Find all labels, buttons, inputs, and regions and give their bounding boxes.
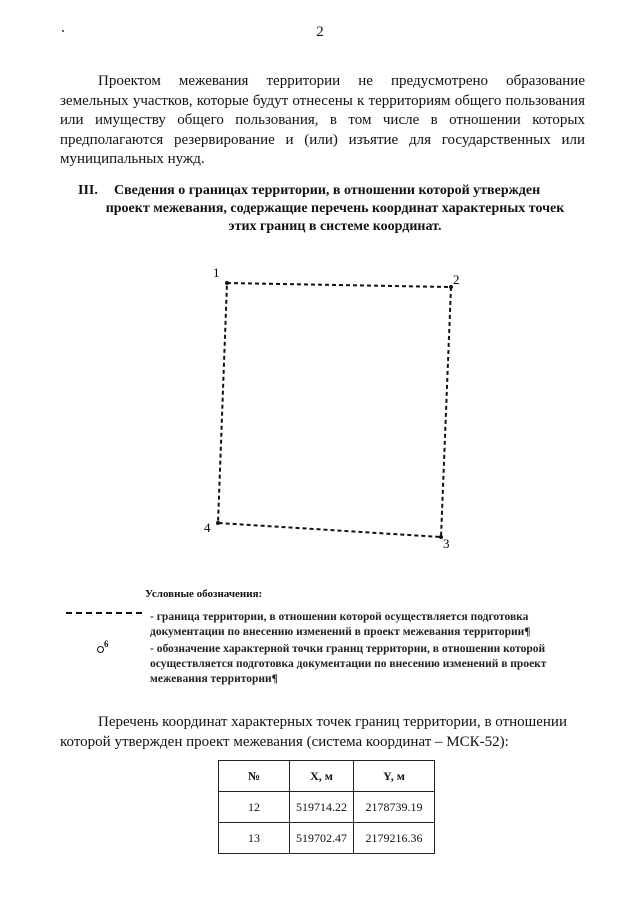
section-number: III.: [78, 183, 98, 198]
point-label-2: 2: [453, 272, 460, 287]
corner-point-1: [225, 281, 229, 285]
section-heading-line1: [60, 182, 590, 200]
legend-point-symbol: [97, 639, 109, 655]
boundary-diagram: [0, 255, 640, 555]
table-row: [219, 823, 435, 854]
point-label-4: 4: [204, 520, 211, 535]
point-label-1: 1: [213, 265, 220, 280]
coordinates-table: [218, 760, 435, 854]
table-cell: 2179216.36: [354, 823, 435, 854]
legend-point-text: - обозначение характерной точки границ территории, в отношении которой осуществляется подготовка документации по внесению изменений в проект межевания территории¶: [150, 643, 547, 685]
section-title-line2: проект межевания, содержащие перечень координат характерных точек: [105, 201, 565, 216]
territory-boundary: [218, 283, 451, 537]
table-header-row: [219, 761, 435, 792]
corner-point-4: [216, 521, 220, 525]
coords-intro-paragraph: Перечень координат характерных точек границ территории, в отношении которой утвержден проект межевания (система координат – МСК-52):: [60, 714, 567, 750]
point-marker-icon: [97, 646, 104, 653]
section-title-line1: Сведения о границах территории, в отношении которой утвержден: [114, 183, 541, 198]
table-cell: 12: [219, 792, 290, 823]
table-row: [219, 792, 435, 823]
column-header-y: Y, м: [354, 761, 435, 792]
section-title-line3: этих границ в системе координат.: [228, 219, 442, 234]
page-number: 2: [316, 24, 324, 40]
column-header-x: X, м: [290, 761, 354, 792]
scan-speck: [62, 30, 64, 32]
legend-boundary-symbol: [66, 612, 142, 614]
table-cell: 519714.22: [290, 792, 354, 823]
table-cell: 519702.47: [290, 823, 354, 854]
section-heading: [60, 182, 590, 236]
legend-point-sup: 6: [104, 639, 109, 649]
table-cell: 13: [219, 823, 290, 854]
column-header-number: №: [219, 761, 290, 792]
legend-boundary-text: - граница территории, в отношении которой осуществляется подготовка документации по внесению изменений в проект межевания территории¶: [150, 611, 531, 638]
intro-paragraph: Проектом межевания территории не предусмотрено образование земельных участков, которые будут отнесены к территориям общего пользования или имуществу общего пользования, в том числе в отношении которых предполагаются резервирование и (или) изъятие для государственных или муниципальных нужд.: [60, 73, 585, 167]
legend-title: Условные обозначения:: [145, 588, 263, 600]
table-cell: 2178739.19: [354, 792, 435, 823]
point-label-3: 3: [443, 536, 450, 551]
